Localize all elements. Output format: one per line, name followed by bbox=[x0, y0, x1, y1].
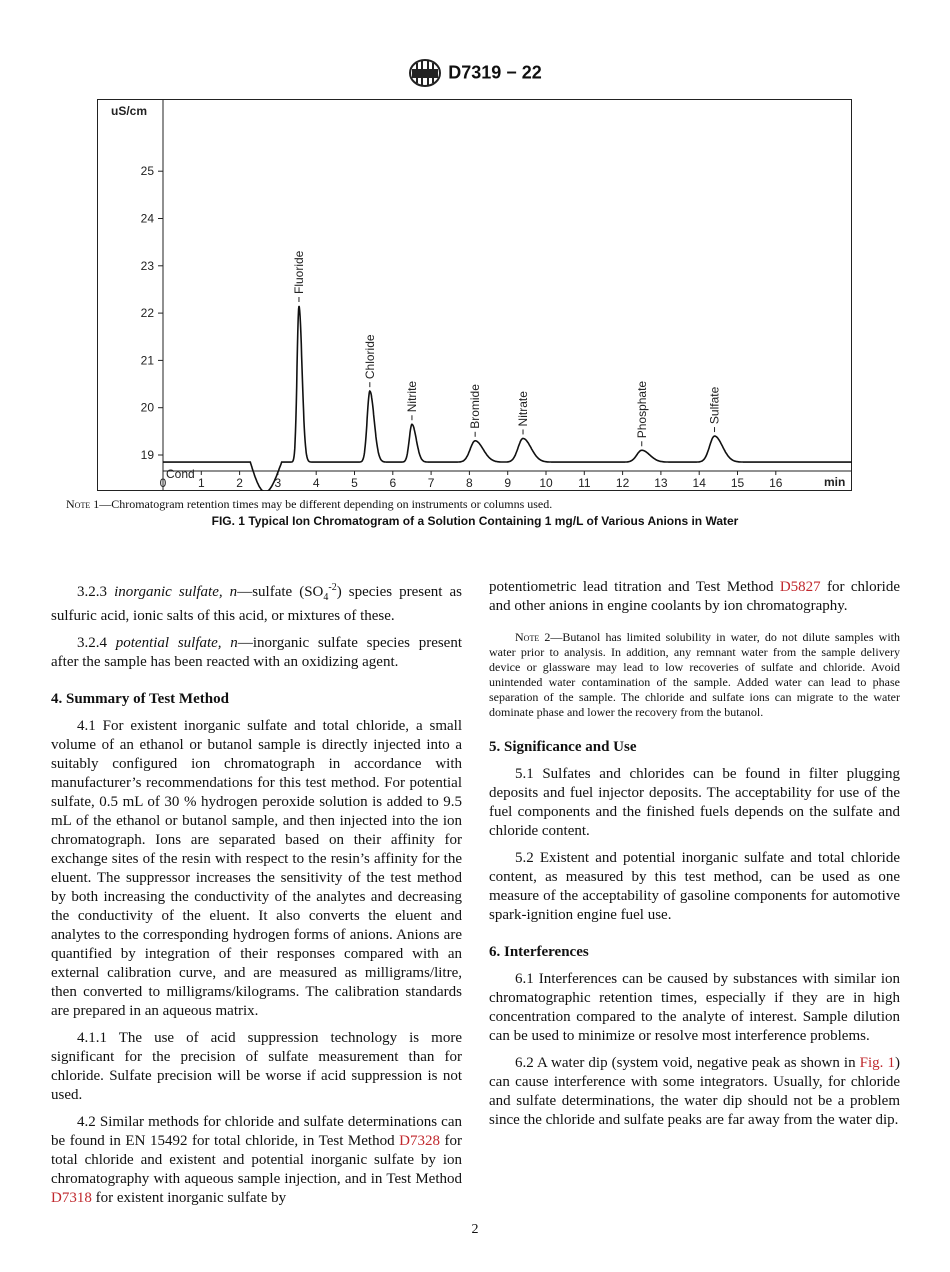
chart-frame bbox=[98, 100, 852, 491]
paragraph-4-1-1: 4.1.1 The use of acid suppression technology is more significant for the precision of sulfate measurement than for chloride. Sulfate precision will be worse if acid suppression is not used. bbox=[51, 1030, 462, 1103]
x-tick-label: 4 bbox=[312, 476, 320, 490]
x-tick-label: 5 bbox=[351, 476, 358, 490]
left-column bbox=[51, 578, 462, 1216]
peak-label-sulfate: Sulfate bbox=[707, 386, 722, 425]
x-tick-label: 8 bbox=[466, 476, 473, 490]
astm-logo bbox=[408, 58, 442, 88]
paragraph-5-2: 5.2 Existent and potential inorganic sulfate and total chloride content, as measured by this test method, can be used as one measure of the acceptability of gasoline components for automotive spark-ignition engine fuel use. bbox=[489, 850, 900, 923]
peak-label-nitrite: Nitrite bbox=[404, 380, 419, 413]
x-tick-label: 6 bbox=[389, 476, 397, 490]
x-tick-label: 11 bbox=[578, 476, 591, 490]
x-tick-label: 15 bbox=[730, 476, 745, 490]
x-tick-label: 16 bbox=[769, 476, 783, 490]
ion-chromatogram-chart bbox=[97, 99, 852, 491]
paragraph-3-2-3: 3.2.3 inorganic sulfate, n—sulfate $(SO_4^{-2})$ species present as sulfuric acid, ionic salts of this acid, or mixtures of these. bbox=[51, 582, 463, 624]
x-tick-label: 2 bbox=[236, 476, 243, 490]
paragraph-3-2-4: 3.2.4 potential sulfate, n—inorganic sulfate species present after the sample has been reacted with an oxidizing agent. bbox=[51, 635, 463, 670]
link-fig-1[interactable]: Fig. 1 bbox=[859, 1055, 895, 1071]
note-1 bbox=[66, 497, 552, 512]
x-tick-label: 3 bbox=[274, 476, 282, 490]
paragraph-5-1: 5.1 Sulfates and chlorides can be found in filter plugging deposits and fuel injector deposits. The acceptability for use of the fuel components and the finished fuels depends on the sulfate and chloride content. bbox=[489, 766, 900, 839]
section-5-heading: 5. Significance and Use bbox=[489, 739, 637, 755]
y-axis-label: uS/cm bbox=[111, 104, 148, 118]
x-tick-label: 13 bbox=[654, 476, 668, 490]
x-tick-label: 14 bbox=[692, 476, 706, 490]
paragraph-4-1: 4.1 For existent inorganic sulfate and total chloride, a small volume of an ethanol or butanol sample is directly injected into a suitably configured ion chromatograph in accordance with manufacturer’s recommendations for this test method. For potential sulfate, 0.5 mL of 30 % hydrogen peroxide solution is added to 9.5 mL of the ethanol or butanol sample, and then injected into the ion chromatograph. Ions are separated based on their affinity for exchange sites of the resin with respect to the resin’s affinity for the eluent. The suppressor increases the sensitivity of the test method by both increasing the conductivity of the analytes and decreasing the conductivity of the eluent. It also converts the eluent and analytes to the corresponding hydrogen forms of anions. Anions are quantified by integration of their responses compared with an external calibration curve, and are measured as milligrams/litre, then converted to milligrams/kilograms. The calibration standards are prepared in an aqueous matrix. bbox=[51, 718, 462, 1019]
chromatogram-trace bbox=[163, 306, 852, 491]
x-tick-label: 7 bbox=[427, 476, 435, 490]
link-d5827[interactable]: D5827 bbox=[779, 579, 821, 595]
note-2: Note 2—Butanol has limited solubility in water, do not dilute samples with water prior to analysis. In addition, any remnant water from the sample delivery device or glassware may lead to low recoveries of sulfate and chloride. Avoid unintended water contamination of the sample. Added water can lead to phase separation of the sample. The chloride and sulfate ions can migrate to the water dominate phase and lower the recovery from the butanol. bbox=[489, 630, 900, 719]
x-axis-label: min bbox=[824, 475, 846, 489]
paragraph-4-2-continued: potentiometric lead titration and Test Method D5827 for chloride and other anions in engine coolants by ion chromatography. bbox=[489, 579, 900, 614]
document-designation: D7319 − 22 bbox=[448, 62, 542, 83]
y-tick-label: 23 bbox=[140, 258, 154, 273]
right-column bbox=[489, 578, 900, 1138]
y-tick-label: 20 bbox=[140, 400, 154, 415]
peak-label-phosphate: Phosphate bbox=[634, 380, 649, 439]
note-1-text: —Chromatogram retention times may be different depending on instruments or columns used. bbox=[99, 497, 553, 511]
y-tick-label: 24 bbox=[140, 211, 154, 226]
peak-label-bromide: Bromide bbox=[468, 384, 483, 429]
note-1-label: Note 1 bbox=[66, 497, 100, 511]
x-tick-label: 1 bbox=[197, 476, 205, 490]
paragraph-6-1: 6.1 Interferences can be caused by substances with similar ion chromatographic retention times, especially if they are in high concentration compared to the analyte of interest. Sample dilution can be used to minimize or resolve most interference problems. bbox=[489, 971, 900, 1044]
page-header bbox=[0, 58, 950, 88]
link-d7318[interactable]: D7318 bbox=[51, 1190, 92, 1206]
page-number: 2 bbox=[471, 1222, 479, 1237]
paragraph-6-2: 6.2 A water dip (system void, negative peak as shown in Fig. 1) can cause interference with some integrators. Usually, for chloride and sulfate determinations, the water dip should not be a problem since the chloride and sulfate peaks are far away from the water dip. bbox=[489, 1055, 900, 1128]
section-4-heading: 4. Summary of Test Method bbox=[51, 691, 229, 707]
start-label: Cond bbox=[166, 467, 195, 481]
paragraph-4-2: 4.2 Similar methods for chloride and sulfate determinations can be found in EN 15492 for total chloride, in Test Method D7328 for total chloride and existent and potential inorganic sulfate by ion chromatography with aqueous sample injection, and in Test Method D7318 for existent inorganic sulfate by bbox=[51, 1114, 462, 1206]
x-tick-label: 10 bbox=[539, 476, 553, 490]
peak-label-nitrate: Nitrate bbox=[516, 391, 531, 427]
y-tick-label: 22 bbox=[140, 306, 154, 321]
y-tick-label: 19 bbox=[140, 448, 154, 462]
peak-label-chloride: Chloride bbox=[362, 334, 377, 380]
x-tick-label: 12 bbox=[615, 476, 630, 490]
x-tick-label: 0 bbox=[159, 476, 167, 490]
link-d7328[interactable]: D7328 bbox=[399, 1133, 440, 1149]
section-6-heading: 6. Interferences bbox=[489, 944, 589, 960]
x-tick-label: 9 bbox=[504, 476, 512, 490]
y-tick-label: 21 bbox=[140, 353, 154, 368]
y-tick-label: 25 bbox=[140, 164, 154, 179]
figure-caption: FIG. 1 Typical Ion Chromatogram of a Solution Containing 1 mg/L of Various Anions in Water bbox=[211, 514, 739, 528]
peak-label-fluoride: Fluoride bbox=[291, 250, 306, 295]
